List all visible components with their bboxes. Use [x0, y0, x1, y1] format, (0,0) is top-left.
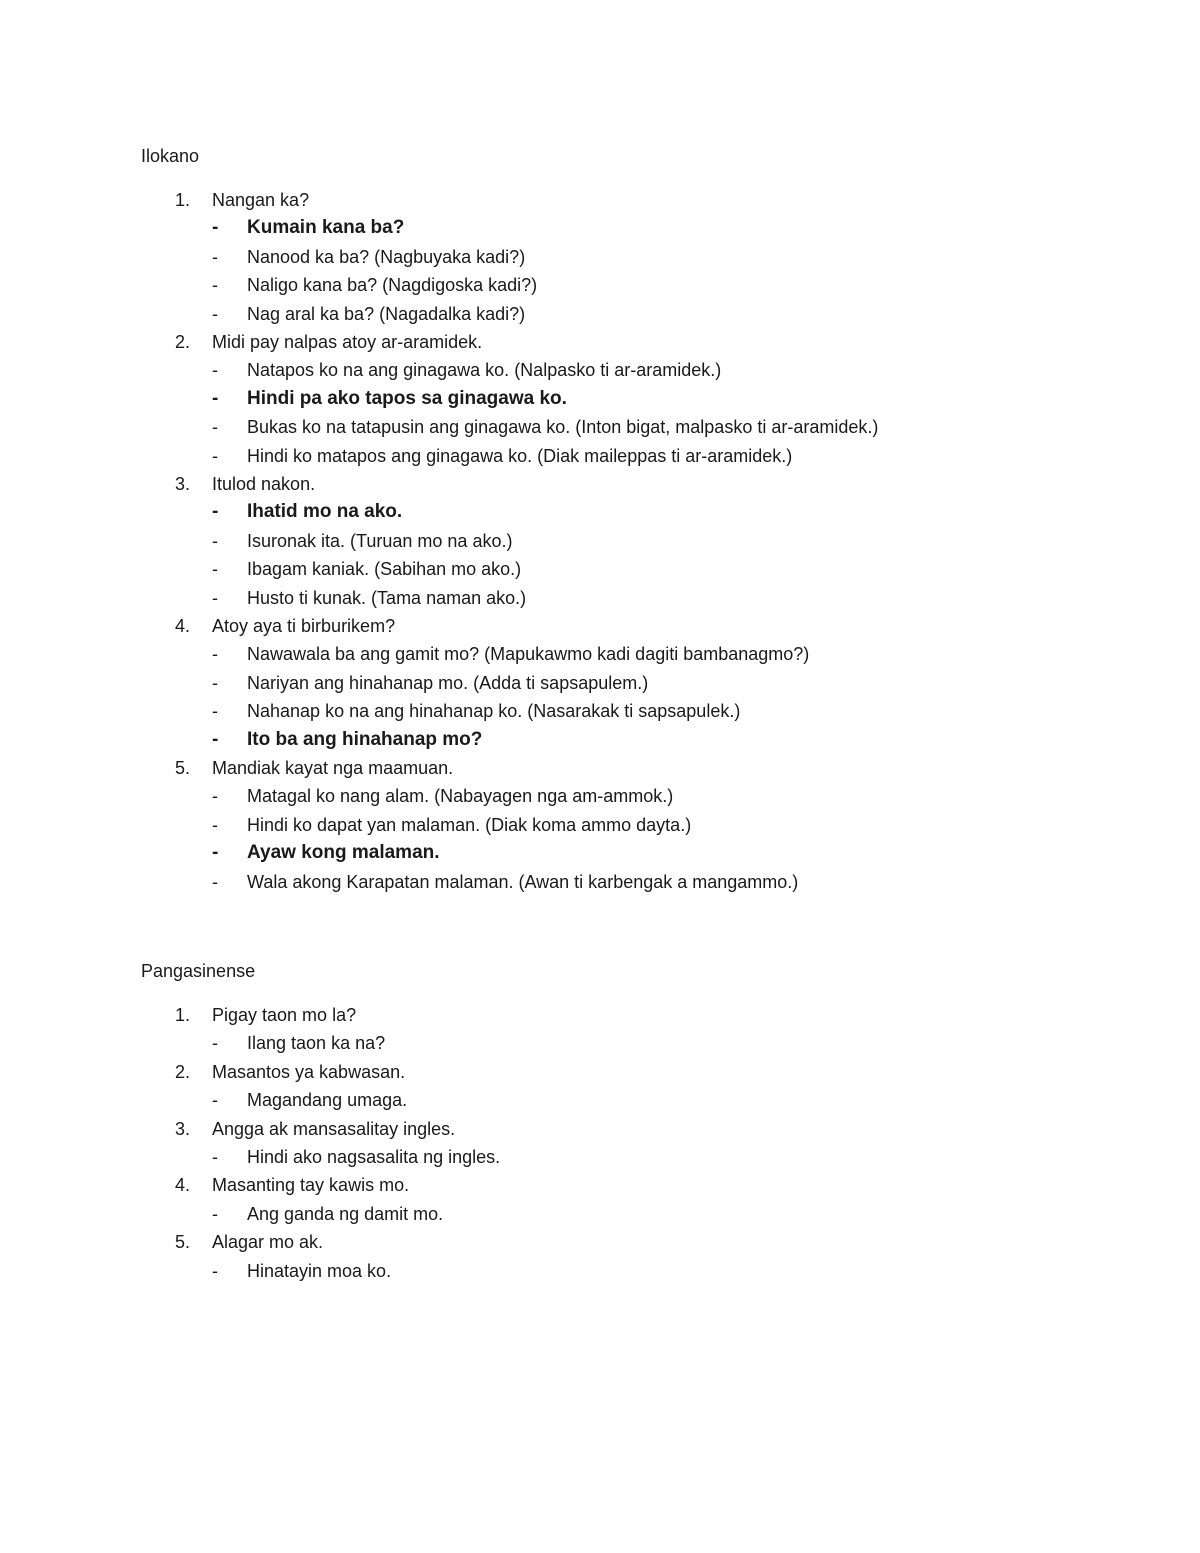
dash-bullet: - — [212, 217, 219, 239]
dash-bullet: - — [212, 1147, 218, 1167]
section-heading: Pangasinense — [141, 961, 256, 981]
dash-bullet: - — [212, 842, 219, 864]
dash-bullet: - — [212, 387, 219, 409]
sub-list-item-text: Ilang taon ka na? — [247, 1033, 386, 1054]
dash-bullet: - — [212, 1090, 218, 1111]
list-item-number: 1. — [175, 1005, 191, 1025]
list-item-text: Angga ak mansasalitay ingles. — [212, 1118, 456, 1139]
sub-list-item-text: Isuronak ita. (Turuan mo na ako.) — [247, 530, 513, 551]
list-item-number: 2. — [175, 332, 191, 352]
sub-list-item-text: Hindi ako nagsasalita ng ingles. — [247, 1147, 501, 1167]
sub-list-item-text: Natapos ko na ang ginagawa ko. (Nalpasko ti ar-aramidek.) — [247, 360, 722, 381]
dash-bullet: - — [212, 728, 219, 750]
list-item-number: 4. — [175, 616, 191, 636]
sub-list-item-text: Nahanap ko na ang hinahanap ko. (Nasarakak ti sapsapulek.) — [247, 701, 741, 722]
dash-bullet: - — [212, 814, 218, 835]
list-item-text: Masantos ya kabwasan. — [212, 1061, 406, 1082]
list-item-text: Pigay taon mo la? — [212, 1005, 357, 1025]
list-item-number: 3. — [175, 1118, 191, 1139]
dash-bullet: - — [212, 303, 218, 324]
sub-list-item-text: Hindi pa ako tapos sa ginagawa ko. — [247, 387, 567, 409]
list-item-text: Alagar mo ak. — [212, 1232, 324, 1253]
sub-list-item-text: Nariyan ang hinahanap mo. (Adda ti sapsapulem.) — [247, 672, 649, 693]
dash-bullet: - — [212, 1203, 218, 1224]
dash-bullet: - — [212, 360, 218, 381]
dash-bullet: - — [212, 417, 218, 438]
dash-bullet: - — [212, 246, 218, 267]
dash-bullet: - — [212, 1260, 218, 1281]
dash-bullet: - — [212, 644, 218, 665]
list-item-number: 2. — [175, 1061, 191, 1082]
sub-list-item-text: Kumain kana ba? — [247, 217, 405, 239]
dash-bullet: - — [212, 1033, 218, 1054]
sub-list-item-text: Bukas ko na tatapusin ang ginagawa ko. (Inton bigat, malpasko ti ar-aramidek.) — [247, 417, 879, 438]
dash-bullet: - — [212, 275, 218, 296]
dash-bullet: - — [212, 701, 218, 722]
sub-list-item-text: Magandang umaga. — [247, 1090, 408, 1111]
sub-list-item-text: Nag aral ka ba? (Nagadalka kadi?) — [247, 303, 526, 324]
sub-list-item-text: Hindi ko dapat yan malaman. (Diak koma ammo dayta.) — [247, 814, 692, 835]
sub-list-item-text: Hinatayin moa ko. — [247, 1260, 392, 1281]
sub-list-item-text: Ito ba ang hinahanap mo? — [247, 728, 483, 750]
sub-list-item-text: Ibagam kaniak. (Sabihan mo ako.) — [247, 559, 522, 580]
section-heading: Ilokano — [141, 146, 200, 166]
dash-bullet: - — [212, 501, 219, 523]
sub-list-item-text: Ang ganda ng damit mo. — [247, 1203, 444, 1224]
dash-bullet: - — [212, 871, 218, 892]
sub-list-item-text: Ayaw kong malaman. — [247, 842, 440, 864]
dash-bullet: - — [212, 445, 218, 466]
list-item-text: Masanting tay kawis mo. — [212, 1175, 410, 1196]
list-item-number: 5. — [175, 1232, 191, 1253]
sub-list-item-text: Ihatid mo na ako. — [247, 501, 403, 523]
dash-bullet: - — [212, 786, 218, 807]
list-item-number: 3. — [175, 474, 191, 494]
sub-list-item-text: Matagal ko nang alam. (Nabayagen nga am-ammok.) — [247, 786, 674, 807]
list-item-text: Midi pay nalpas atoy ar-aramidek. — [212, 332, 483, 352]
dash-bullet: - — [212, 672, 218, 693]
list-item-number: 1. — [175, 190, 191, 210]
sub-list-item-text: Nanood ka ba? (Nagbuyaka kadi?) — [247, 246, 526, 267]
sub-list-item-text: Wala akong Karapatan malaman. (Awan ti karbengak a mangammo.) — [247, 871, 799, 892]
dash-bullet: - — [212, 530, 218, 551]
list-item-text: Itulod nakon. — [212, 474, 316, 494]
sub-list-item-text: Nawawala ba ang gamit mo? (Mapukawmo kadi dagiti bambanagmo?) — [247, 644, 810, 665]
list-item-text: Atoy aya ti birburikem? — [212, 616, 396, 636]
list-item-text: Mandiak kayat nga maamuan. — [212, 758, 454, 778]
sub-list-item-text: Hindi ko matapos ang ginagawa ko. (Diak maileppas ti ar-aramidek.) — [247, 445, 793, 466]
list-item-number: 5. — [175, 758, 191, 778]
dash-bullet: - — [212, 559, 218, 580]
sub-list-item-text: Husto ti kunak. (Tama naman ako.) — [247, 587, 527, 608]
dash-bullet: - — [212, 587, 218, 608]
list-item-text: Nangan ka? — [212, 190, 310, 210]
sub-list-item-text: Naligo kana ba? (Nagdigoska kadi?) — [247, 275, 538, 296]
list-item-number: 4. — [175, 1175, 191, 1196]
